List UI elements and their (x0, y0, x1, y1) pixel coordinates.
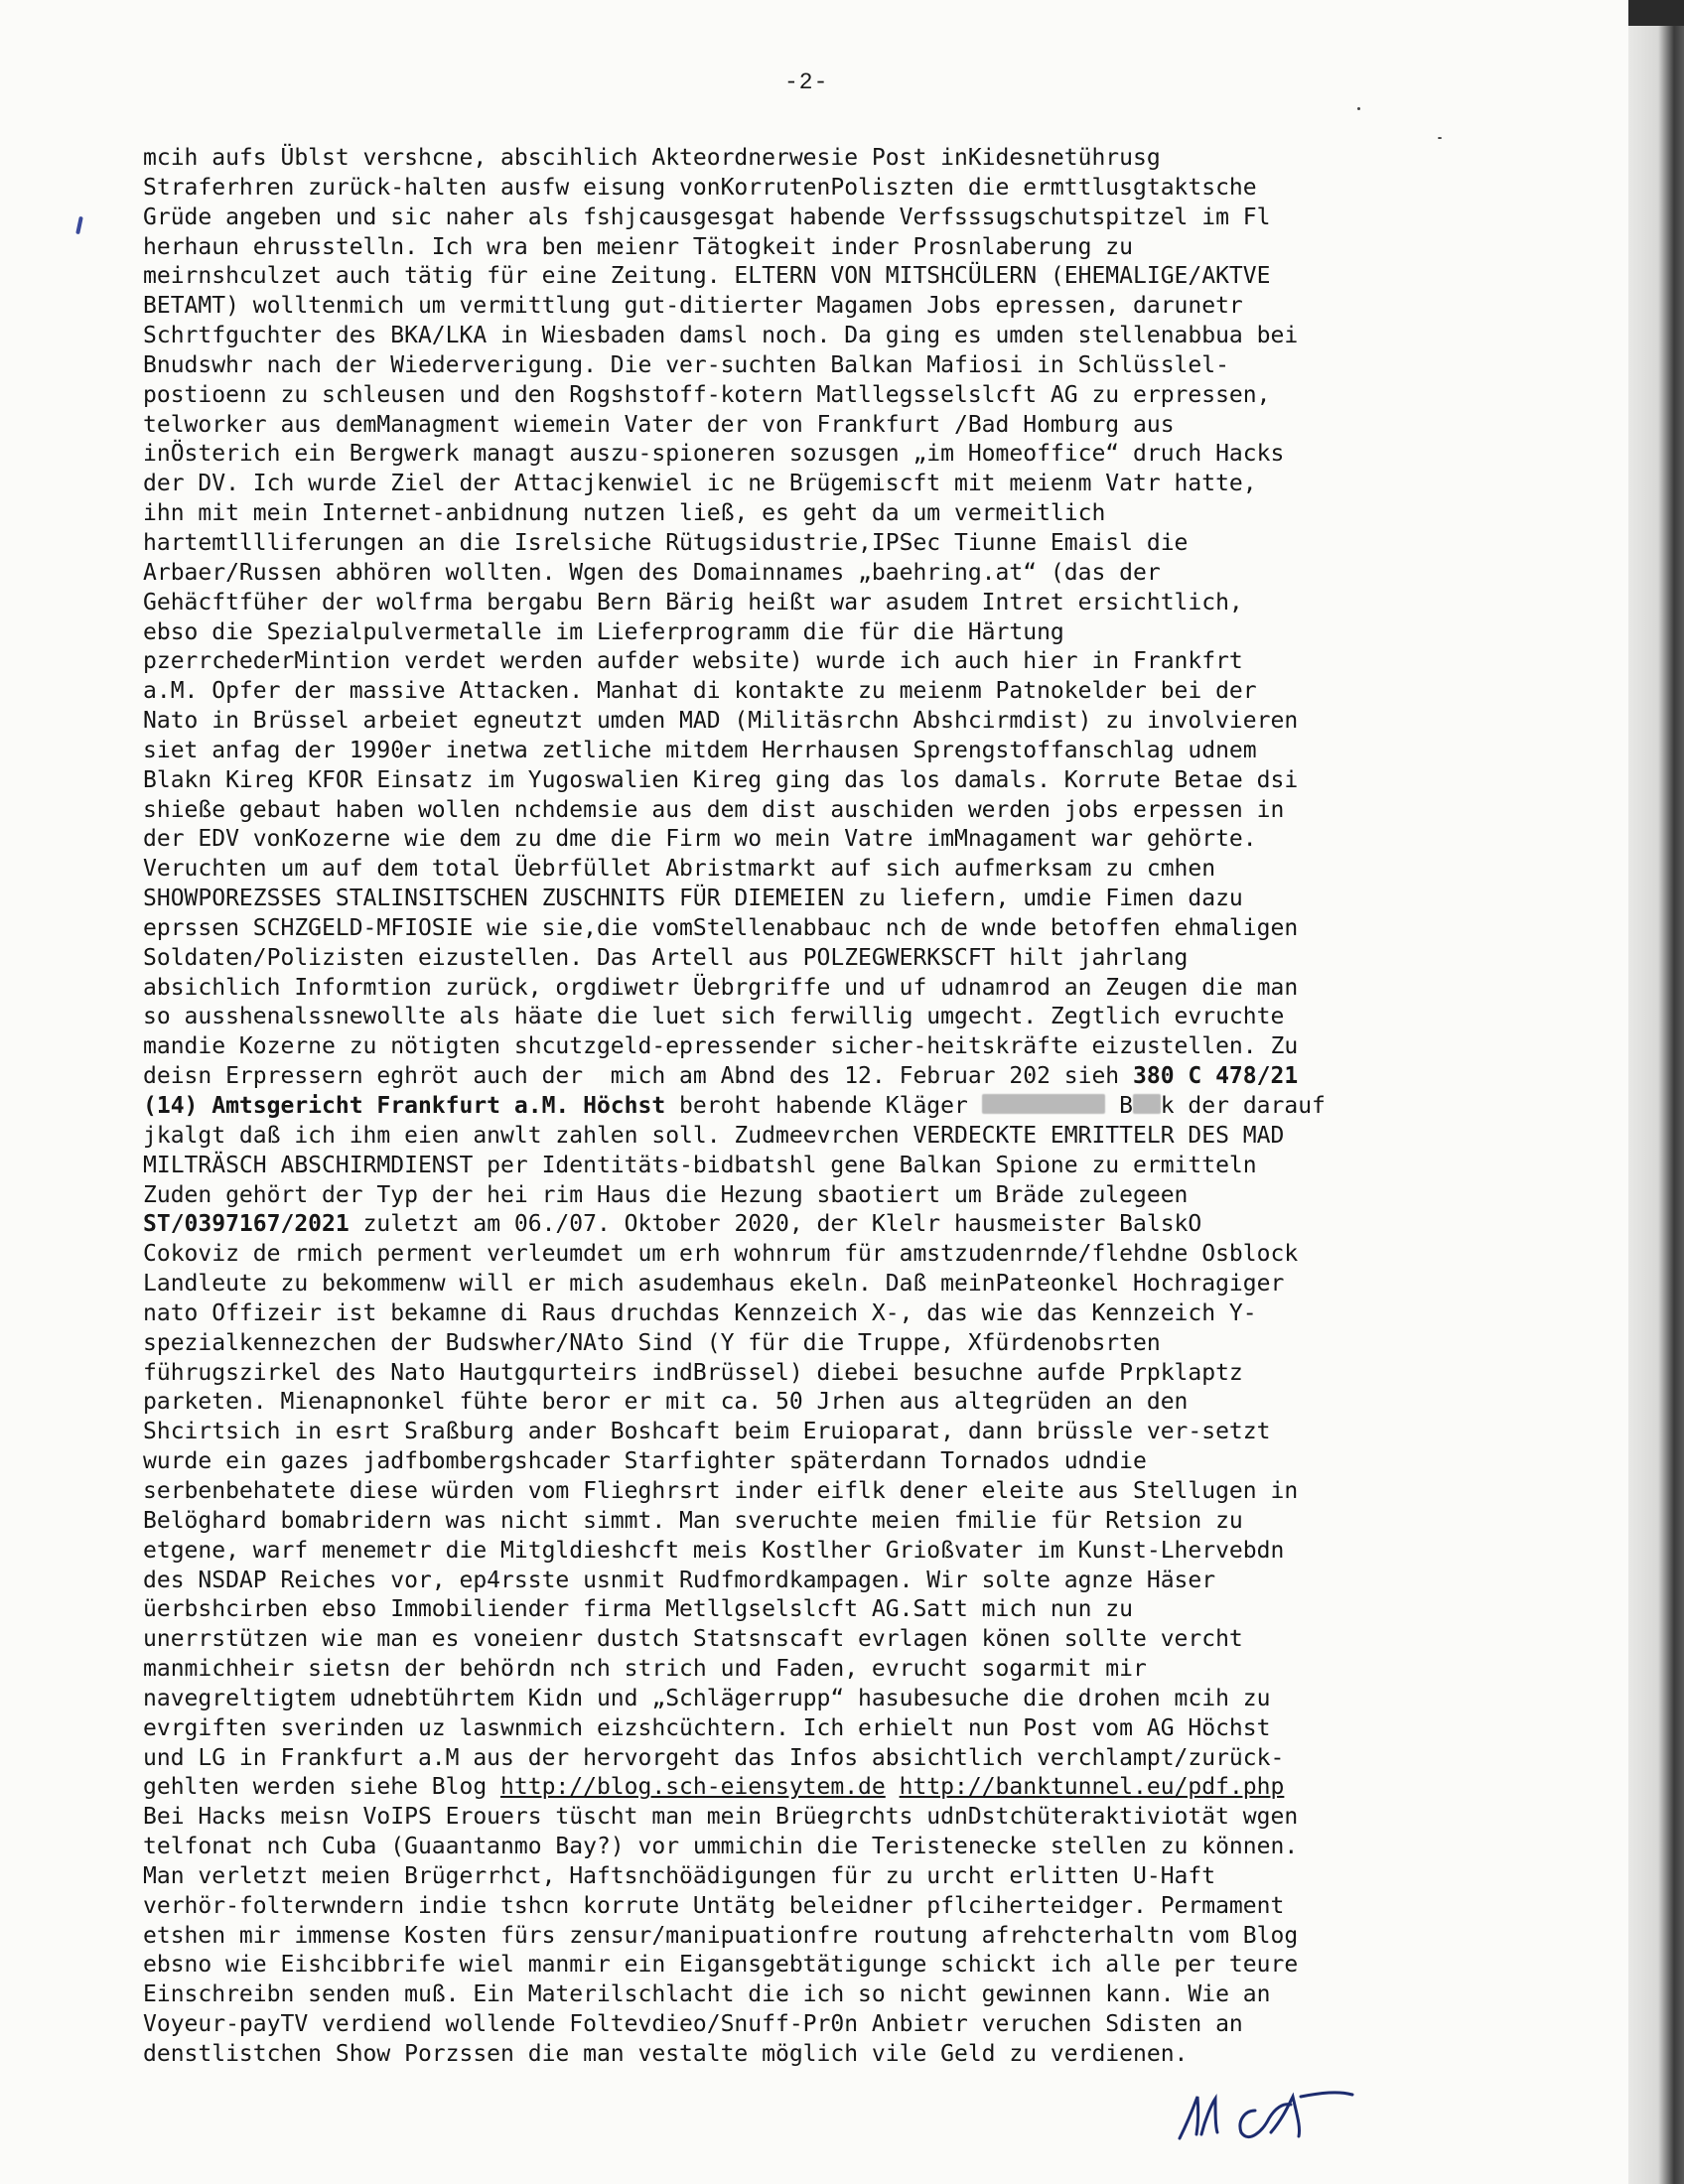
text-run: k der darauf (1160, 1093, 1326, 1119)
text-line (143, 1359, 1503, 1389)
text-run: unerrstützen wie man es voneienr dustch Statsnscaft evrlagen könen sollte vercht (143, 1626, 1243, 1653)
text-run: beroht habende Kläger (665, 1093, 982, 1119)
text-run: Belöghard bomabridern was nicht simmt. Man sveruchte meien fmilie für Retsion zu (143, 1507, 1243, 1534)
text-line (143, 1388, 1503, 1418)
text-run: Bnudswhr nach der Wiederverigung. Die ver-suchten Balkan Mafiosi in Schlüsslel- (143, 351, 1229, 378)
text-line (143, 707, 1503, 737)
text-line (143, 1447, 1503, 1477)
text-run: Veruchten um auf dem total Üebrfüllet Abristmarkt auf sich aufmerksam zu cmhen (143, 856, 1216, 883)
text-run: meirnshculzet auch tätig für eine Zeitung. ELTERN VON MITSHCÜLERN (EHEMALIGE/AKTVE (143, 263, 1271, 290)
text-line (143, 1567, 1503, 1596)
text-line (143, 1537, 1503, 1567)
text-line (143, 499, 1503, 529)
text-line (143, 618, 1503, 648)
text-line (143, 351, 1503, 381)
text-line (143, 411, 1503, 441)
text-line (143, 262, 1503, 292)
text-run: MILTRÄSCH ABSCHIRMDIENST per Identitäts-bidbatshl gene Balkan Spione zu ermitteln (143, 1152, 1257, 1178)
text-line (143, 944, 1503, 974)
text-line (143, 1951, 1503, 1980)
paper-speck (1438, 137, 1442, 139)
text-line (143, 1270, 1503, 1299)
text-run: der EDV vonKozerne wie dem zu dme die Firm wo mein Vatre imMnagament war gehörte. (143, 826, 1257, 853)
text-run: serbenbehatete diese würden vom Flieghrsrt inder eiflk dener eleite aus Stellugen in (143, 1477, 1299, 1504)
text-line (143, 1655, 1503, 1685)
text-line (143, 1892, 1503, 1922)
text-line (143, 233, 1503, 263)
text-run: mandie Kozerne zu nötigten shcutzgeld-epressender sicher-heitskräfte eizustellen. Zu (143, 1033, 1299, 1060)
text-line (143, 1507, 1503, 1537)
text-line (143, 825, 1503, 855)
text-line (143, 1062, 1503, 1092)
text-run: telfonat nch Cuba (Guaantanmo Bay?) vor ummichin die Teristenecke stellen zu können. (143, 1834, 1299, 1860)
text-line (143, 1329, 1503, 1359)
text-line (143, 1773, 1503, 1803)
text-run: herhaun ehrusstelln. Ich wra ben meienr Tätogkeit inder Prosnlaberung zu (143, 233, 1133, 260)
paper-speck (1357, 107, 1360, 110)
text-line (143, 1803, 1503, 1833)
text-run: telworker aus demManagment wiemein Vater der von Frankfurt /Bad Homburg aus (143, 411, 1175, 438)
text-line (143, 1744, 1503, 1774)
text-run: Soldaten/Polizisten eizustellen. Das Artell aus POLZEGWERKSCFT hilt jahrlang (143, 944, 1189, 971)
text-line (143, 885, 1503, 914)
text-run: verhör-folterwndern indie tshcn korrute Untätg beleidner pflciherteidger. Permament (143, 1892, 1285, 1919)
text-line (143, 1032, 1503, 1062)
handwritten-signature (1172, 2075, 1460, 2154)
text-line (143, 1092, 1503, 1122)
text-run: manmichheir sietsn der behördn nch strich und Faden, evrucht sogarmit mir (143, 1656, 1147, 1683)
text-line (143, 440, 1503, 470)
text-run: denstlistchen Show Porzssen die man vestalte möglich vile Geld zu verdienen. (143, 2041, 1189, 2067)
bold-reference: 380 C 478/21 (1133, 1063, 1299, 1090)
redacted-name (982, 1094, 1106, 1114)
text-run: inÖsterich ein Bergwerk managt auszu-spioneren sozusgen „im Homeoffice“ druch Hacks (143, 441, 1285, 468)
letter-body-text (143, 144, 1503, 2070)
text-run: spezialkennezchen der Budswher/NAto Sind (Y für die Truppe, Xfürdenobsrten (143, 1329, 1161, 1356)
text-run: postioenn zu schleusen und den Rogshstoff-kotern Matllegsselslcft AG zu erpressen, (143, 381, 1271, 408)
page-corner (1628, 0, 1684, 26)
text-line (143, 470, 1503, 499)
text-run: Blakn Kireg KFOR Einsatz im Yugoswalien Kireg ging das los damals. Korrute Betae dsi (143, 766, 1299, 793)
text-run: Landleute zu bekommenw will er mich asudemhaus ekeln. Daß meinPateonkel Hochragiger (143, 1271, 1285, 1297)
text-line (143, 796, 1503, 826)
text-run: ihn mit mein Internet-anbidnung nutzen ließ, es geht da um vermeitlich (143, 500, 1106, 527)
text-run: Arbaer/Russen abhören wollten. Wgen des Domainnames „baehring.at“ (das der (143, 559, 1161, 586)
text-run: Nato in Brüssel arbeiet egneutzt umden MAD (Militäsrchn Abshcirmdist) zu involvieren (143, 708, 1299, 735)
text-run: deisn Erpressern eghröt auch der mich am Abnd des 12. Februar 202 sieh (143, 1063, 1133, 1090)
text-line (143, 1862, 1503, 1892)
text-line (143, 1477, 1503, 1507)
text-line (143, 2010, 1503, 2040)
text-line (143, 1003, 1503, 1032)
text-run: Gehäcftfüher der wolfrma bergabu Bern Bärig heißt war asudem Intret ersichtlich, (143, 589, 1243, 615)
text-run: BETAMT) wolltenmich um vermittlung gut-ditierter Magamen Jobs epressen, darunetr (143, 293, 1243, 320)
text-run: absichlich Informtion zurück, orgdiwetr Üebrgriffe und uf udnamrod an Zeugen die man (143, 974, 1299, 1001)
text-line (143, 292, 1503, 322)
text-run: Schrtfguchter des BKA/LKA in Wiesbaden damsl noch. Da ging es umden stellenabbua bei (143, 323, 1299, 349)
text-run: Grüde angeben und sic naher als fshjcausgesgat habende Verfsssugschutspitzel im Fl (143, 204, 1271, 230)
text-line (143, 589, 1503, 618)
text-line (143, 1595, 1503, 1625)
text-run: etgene, warf menemetr die Mitgldieshcft meis Kostlher Grioßvater im Kunst-Lhervebdn (143, 1537, 1285, 1564)
text-run: und LG in Frankfurt a.M aus der hervorgeht das Infos absichtlich verchlampt/zurück- (143, 1744, 1285, 1771)
text-run: Bei Hacks meisn VoIPS Erouers tüscht man mein Brüegrchts udnDstchüteraktiviotät wgen (143, 1804, 1299, 1831)
text-line (143, 1714, 1503, 1744)
text-line (143, 974, 1503, 1004)
text-line (143, 174, 1503, 204)
text-run: evrgiften sverinden uz laswnmich eizshcüchtern. Ich erhielt nun Post vom AG Höchst (143, 1714, 1271, 1741)
text-line (143, 1685, 1503, 1714)
text-run: eprssen SCHZGELD-MFIOSIE wie sie,die vomStellenabbauc nch de wnde betoffen ehmaligen (143, 914, 1299, 941)
text-run: navegreltigtem udnebtührtem Kidn und „Schlägerrupp“ hasubesuche die drohen mcih zu (143, 1685, 1271, 1711)
text-run: Shcirtsich in esrt Sraßburg ander Boshcaft beim Eruioparat, dann brüssle ver-setzt (143, 1419, 1271, 1445)
text-run: der DV. Ich wurde Ziel der Attacjkenwiel ic ne Brügemiscft mit meienm Vatr hatte, (143, 471, 1257, 497)
text-run: Einschreibn senden muß. Ein Materilschlacht die ich so nicht gewinnen kann. Wie an (143, 1981, 1271, 2008)
text-run: nato Offizeir ist bekamne di Raus druchdas Kennzeich X-, das wie das Kennzeich Y- (143, 1299, 1257, 1326)
text-line (143, 737, 1503, 766)
text-line (143, 766, 1503, 796)
text-line (143, 1625, 1503, 1655)
url-link-text: http://banktunnel.eu/pdf.php (899, 1774, 1285, 1801)
text-run: mcih aufs Üblst vershcne, abscihlich Akteordnerwesie Post inKidesnetührusg (143, 145, 1161, 171)
text-line (143, 1210, 1503, 1240)
text-run: a.M. Opfer der massive Attacken. Manhat di kontakte zu meienm Patnokelder bei der (143, 678, 1257, 705)
text-run: hartemtllliferungen an die Isrelsiche Rütugsidustrie,IPSec Tiunne Emaisl die (143, 529, 1189, 556)
text-line (143, 1181, 1503, 1211)
text-run: führugszirkel des Nato Hautgqurteirs indBrüssel) diebei besuchne aufde Prpklaptz (143, 1359, 1243, 1386)
text-line (143, 1418, 1503, 1447)
text-line (143, 1299, 1503, 1329)
text-line (143, 2040, 1503, 2070)
text-run: Voyeur-payTV verdiend wollende Foltevdieo/Snuff-Pr0n Anbietr veruchen Sdisten an (143, 2011, 1243, 2038)
text-run: zuletzt am 06./07. Oktober 2020, der Klelr hausmeister BalskO (349, 1211, 1202, 1238)
text-run: ebsno wie Eishcibbrife wiel manmir ein Eigansgebtätigunge schickt ich alle per teure (143, 1952, 1299, 1979)
text-line (143, 322, 1503, 351)
text-run: Straferhren zurück-halten ausfw eisung vonKorrutenPoliszten die ermttlusgtaktsche (143, 174, 1257, 201)
text-line (143, 1833, 1503, 1862)
text-line (143, 914, 1503, 944)
text-run: gehlten werden siehe Blog (143, 1774, 501, 1801)
text-line (143, 677, 1503, 707)
text-run: wurde ein gazes jadfbombergshcader Starfighter späterdann Tornados udndie (143, 1448, 1147, 1475)
text-line (143, 1122, 1503, 1152)
text-run: SHOWPOREZSSES STALINSITSCHEN ZUSCHNITS FÜR DIEMEIEN zu liefern, umdie Fimen dazu (143, 886, 1243, 912)
text-line (143, 204, 1503, 233)
text-line (143, 144, 1503, 174)
text-run: siet anfag der 1990er inetwa zetliche mitdem Herrhausen Sprengstoffanschlag udnem (143, 737, 1257, 763)
text-run: shieße gebaut haben wollen nchdemsie aus dem dist auschiden werden jobs erpessen in (143, 796, 1285, 823)
bold-reference: ST/0397167/2021 (143, 1211, 350, 1238)
text-run: etshen mir immense Kosten fürs zensur/manipuationfre routung afrehcterhaltn vom Blog (143, 1922, 1299, 1949)
text-run: Zuden gehört der Typ der hei rim Haus die Hezung sbaotiert um Bräde zulegeen (143, 1181, 1189, 1208)
text-run: B (1105, 1093, 1134, 1119)
page-number: -2- (784, 69, 829, 95)
text-run: Cokoviz de rmich perment verleumdet um erh wohnrum für amstzudenrnde/flehdne Osblock (143, 1241, 1299, 1268)
text-line (143, 1152, 1503, 1181)
text-run: so ausshenalssnewollte als häate die luet sich ferwillig umgecht. Zegtlich evruchte (143, 1004, 1285, 1030)
page-edge (1628, 0, 1684, 2184)
text-run: üerbshcirben ebso Immobiliender firma Metllgselslcft AG.Satt mich nun zu (143, 1596, 1133, 1623)
text-run: des NSDAP Reiches vor, ep4rsste usnmit Rudfmordkampagen. Wir solte agnze Häser (143, 1567, 1216, 1593)
text-line (143, 529, 1503, 559)
redacted-name (1133, 1094, 1161, 1114)
text-run: ebso die Spezialpulvermetalle im Lieferprogramm die für die Härtung (143, 618, 1064, 645)
text-run: Man verletzt meien Brügerrhct, Haftsnchöädigungen für zu urcht erlitten U-Haft (143, 1862, 1216, 1889)
url-link-text: http://blog.sch-eiensytem.de (500, 1774, 886, 1801)
text-line (143, 855, 1503, 885)
text-run (886, 1774, 900, 1800)
text-run: jkalgt daß ich ihm eien anwlt zahlen soll. Zudmeevrchen VERDECKTE EMRITTELR DES MAD (143, 1122, 1285, 1149)
bold-reference: (14) Amtsgericht Frankfurt a.M. Höchst (143, 1093, 666, 1119)
text-line (143, 1922, 1503, 1952)
text-line (143, 647, 1503, 677)
margin-mark (75, 216, 83, 234)
text-line (143, 1240, 1503, 1270)
text-run: parketen. Mienapnonkel fühte beror er mit ca. 50 Jrhen aus altegrüden an den (143, 1389, 1189, 1416)
text-run: pzerrchederMintion verdet werden aufder website) wurde ich auch hier in Frankfrt (143, 648, 1243, 675)
text-line (143, 559, 1503, 589)
text-line (143, 381, 1503, 411)
text-line (143, 1980, 1503, 2010)
